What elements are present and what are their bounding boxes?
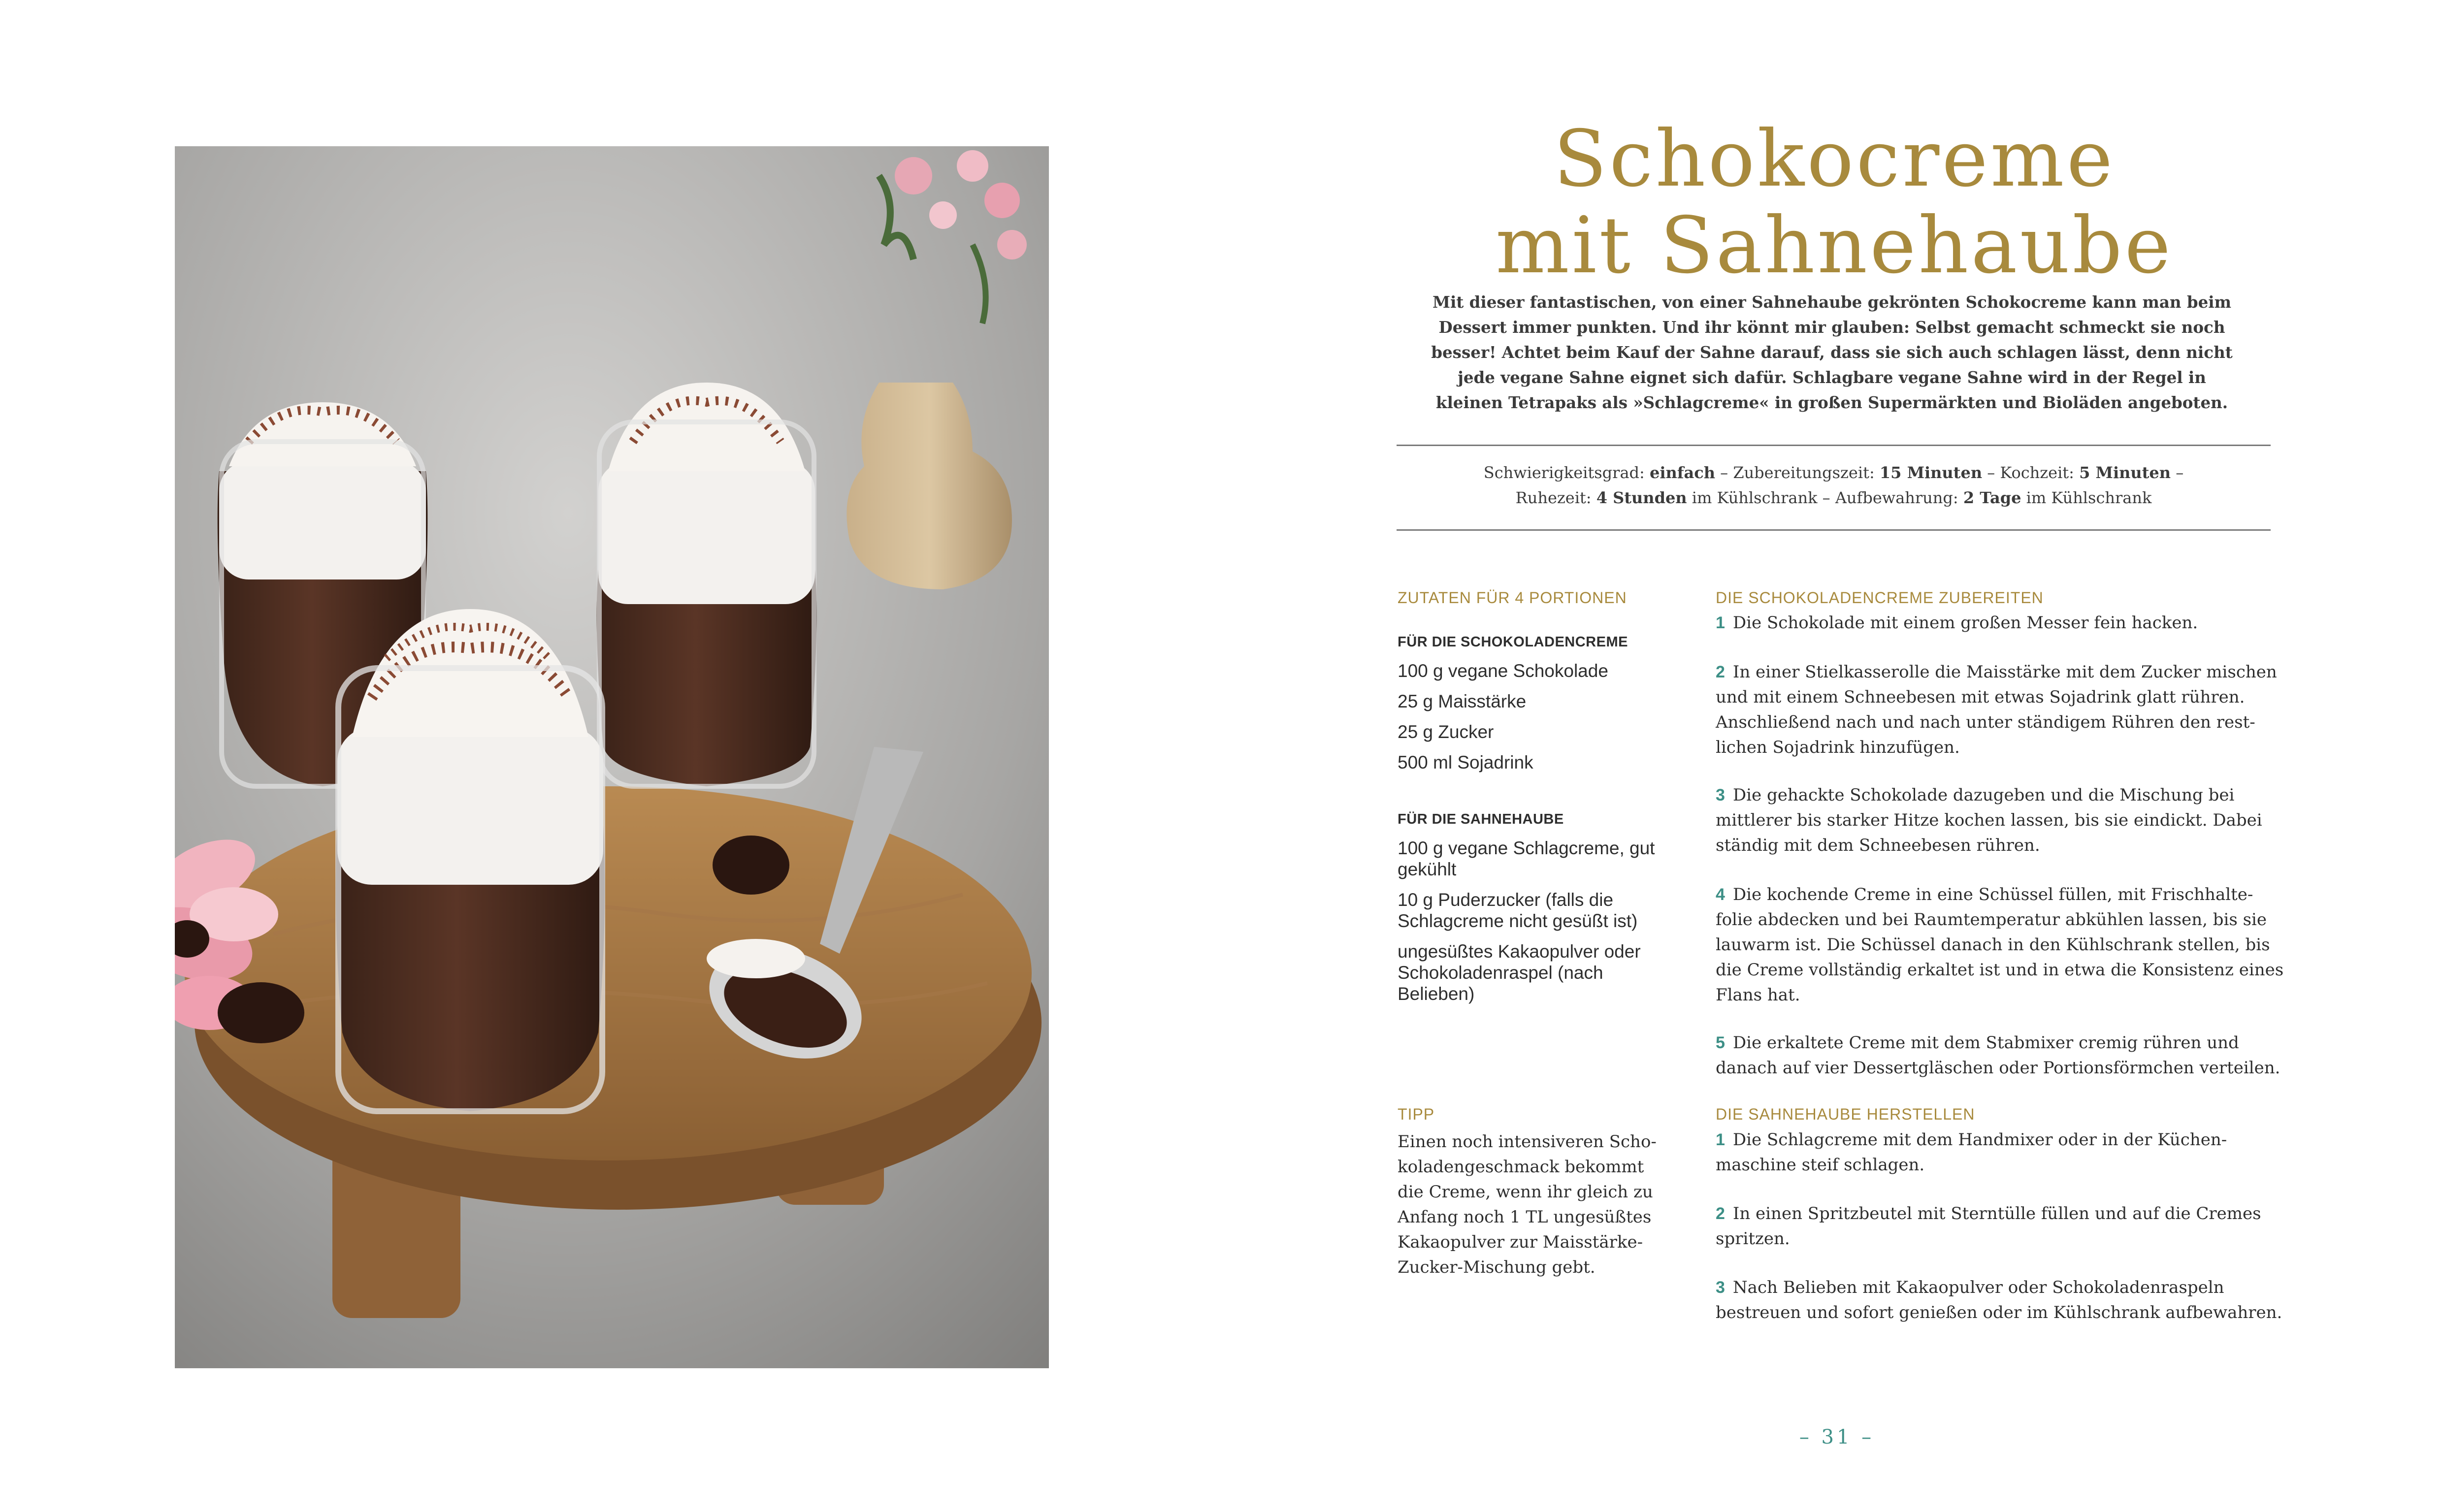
step-number: 4 xyxy=(1716,885,1725,904)
ingredient-item: 500 ml Sojadrink xyxy=(1398,752,1533,772)
cream-step: 5 Die erkaltete Creme mit dem Stabmixer cremig rühren und danach auf vier Dessertgläschen oder Portionsförmchen verteilen. xyxy=(1716,1033,2280,1078)
step-number: 3 xyxy=(1716,1278,1725,1297)
title-line: Schokocreme xyxy=(1553,114,2116,204)
chocolate-button xyxy=(218,982,304,1043)
cream-step: 3 Die gehackte Schokolade dazugeben und die Mischung bei mittlerer bis starker Hitze kochen lassen, bis sie eindickt. Dabei ständig mit dem Schneebesen rühren. xyxy=(1716,785,2262,855)
tip-heading: TIPP xyxy=(1398,1105,1435,1123)
divider xyxy=(1397,445,2271,446)
dessert-jar xyxy=(597,383,817,786)
ingredient-item: 10 g Puderzucker (falls die Schlagcreme nicht gesüßt ist) xyxy=(1398,890,1638,931)
intro-line: kleinen Tetrapaks als »Schlagcreme« in großen Supermärkten und Bioläden angeboten. xyxy=(1435,393,2228,412)
topping-step: 2 In einen Spritzbeutel mit Sterntülle füllen und auf die Cremes spritzen. xyxy=(1716,1204,2261,1249)
recipe-intro xyxy=(1403,290,2260,415)
step-number: 2 xyxy=(1716,663,1725,681)
cream-ingredients-list xyxy=(1398,660,1668,773)
difficulty-value: einfach xyxy=(1649,463,1715,482)
recipe-meta xyxy=(1397,460,2271,511)
cream-step: 4 Die kochende Creme in eine Schüssel füllen, mit Frischhalte- folie abdecken und bei Raumtemperatur abkühlen lassen, bis sie lauwarm ist. Die Schüssel danach in den Kühlschrank stellen, bis die Creme vollständig erkaltet ist und in etwa die Konsistenz eines Flans hat. xyxy=(1716,885,2284,1005)
ingredient-item: 25 g Maisstärke xyxy=(1398,691,1527,711)
topping-steps-heading: DIE SAHNEHAUBE HERSTELLEN xyxy=(1716,1105,1975,1123)
dessert-jar xyxy=(336,609,605,1111)
step-number: 1 xyxy=(1716,1130,1725,1149)
intro-line: Mit dieser fantastischen, von einer Sahnehaube gekrönten Schokocreme kann man beim xyxy=(1432,292,2232,312)
title-line: mit Sahnehaube xyxy=(1496,200,2173,291)
prep-time-value: 15 Minuten xyxy=(1879,463,1983,482)
topping-ingredients-list xyxy=(1398,837,1668,1004)
meta-line: Ruhezeit: 4 Stunden im Kühlschrank – Aufbewahrung: 2 Tage im Kühlschrank xyxy=(1515,488,2152,507)
ingredient-item: 100 g vegane Schokolade xyxy=(1398,661,1608,681)
divider xyxy=(1397,529,2271,531)
step-number: 5 xyxy=(1716,1033,1725,1052)
recipe-photo xyxy=(175,146,1049,1368)
cream-step: 2 In einer Stielkasserolle die Maisstärke mit dem Zucker mischen und mit einem Schneebesen mit etwas Sojadrink glatt rühren. Anschließend nach und nach unter ständigem Rühren den rest- lichen Sojadrink hinzufügen. xyxy=(1716,662,2277,757)
ingredients-heading: ZUTATEN FÜR 4 PORTIONEN xyxy=(1398,589,1627,607)
rest-time-value: 4 Stunden xyxy=(1596,488,1687,507)
ingredient-item: ungesüßtes Kakaopulver oder Schokoladenraspel (nach Belieben) xyxy=(1398,941,1641,1004)
intro-line: jede vegane Sahne eignet sich dafür. Schlagbare vegane Sahne wird in der Regel in xyxy=(1458,368,2206,387)
cook-time-value: 5 Minuten xyxy=(2079,463,2171,482)
storage-value: 2 Tage xyxy=(1963,488,2021,507)
page-number: – 31 – xyxy=(1799,1426,1875,1448)
cream-step: 1 Die Schokolade mit einem großen Messer fein hacken. xyxy=(1716,613,2198,633)
topping-step: 3 Nach Belieben mit Kakaopulver oder Schokoladenraspeln bestreuen und sofort genießen oder im Kühlschrank aufbewahren. xyxy=(1716,1278,2282,1322)
step-number: 2 xyxy=(1716,1204,1725,1223)
step-number: 1 xyxy=(1716,613,1725,632)
intro-line: Dessert immer punkten. Und ihr könnt mir glauben: Selbst gemacht schmeckt sie noch xyxy=(1438,318,2225,337)
tip-text: Einen noch intensiveren Scho- koladengeschmack bekommt die Creme, wenn ihr gleich zu Anfang noch 1 TL ungesüßtes Kakaopulver zur Maisstärke- Zucker-Mischung gebt. xyxy=(1398,1132,1657,1277)
meta-line: Schwierigkeitsgrad: einfach – Zubereitungszeit: 15 Minuten – Kochzeit: 5 Minuten – xyxy=(1483,463,2184,482)
cream-steps-heading: DIE SCHOKOLADENCREME ZUBEREITEN xyxy=(1716,589,2044,607)
chocolate-button xyxy=(713,836,789,895)
recipe-title xyxy=(1403,116,2265,289)
ingredient-item: 100 g vegane Schlagcreme, gut gekühlt xyxy=(1398,838,1655,879)
intro-line: besser! Achtet beim Kauf der Sahne darauf, dass sie sich auch schlagen lässt, denn nicht xyxy=(1431,343,2233,362)
topping-step: 1 Die Schlagcreme mit dem Handmixer oder in der Küchen- maschine steif schlagen. xyxy=(1716,1130,2227,1175)
step-number: 3 xyxy=(1716,786,1725,804)
ingredient-item: 25 g Zucker xyxy=(1398,722,1494,742)
cream-ingredients-heading: FÜR DIE SCHOKOLADENCREME xyxy=(1398,634,1628,650)
topping-ingredients-heading: FÜR DIE SAHNEHAUBE xyxy=(1398,811,1564,827)
